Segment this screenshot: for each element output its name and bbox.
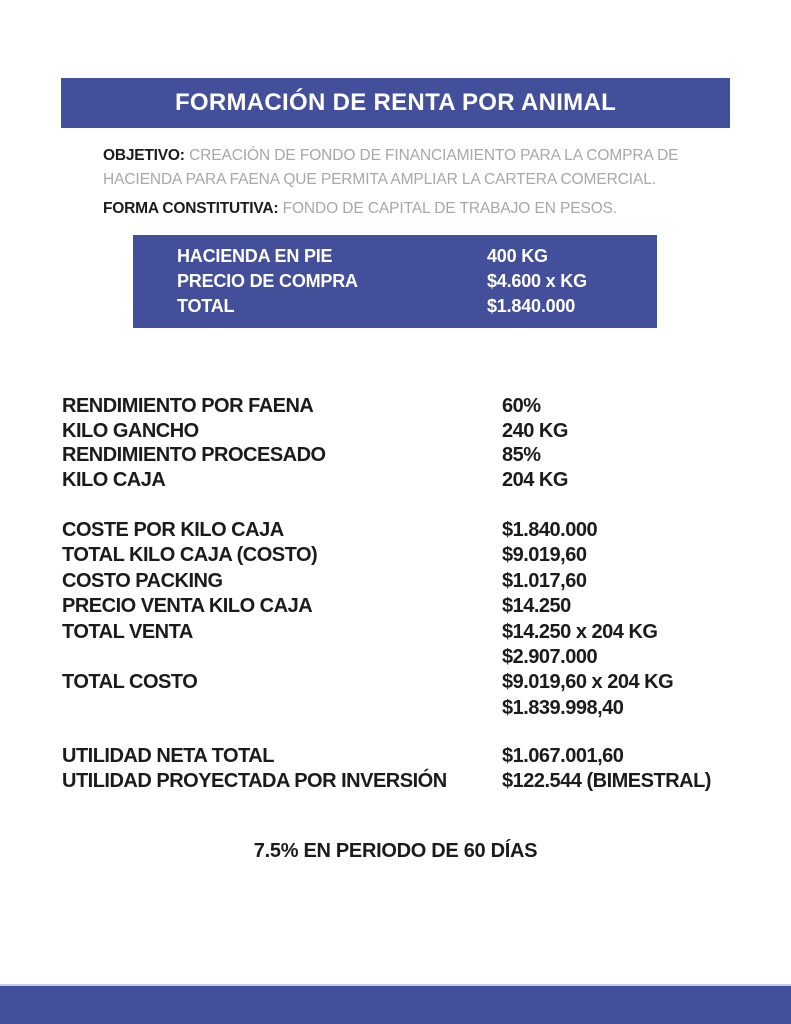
data-row	[62, 443, 762, 468]
summary-row-label: PRECIO DE COMPRA	[177, 271, 358, 291]
row-label: PRECIO VENTA KILO CAJA	[62, 595, 313, 618]
row-label	[62, 645, 502, 670]
row-value: 85%	[502, 444, 541, 467]
row-label: KILO CAJA	[62, 468, 166, 491]
data-row	[62, 620, 762, 645]
summary-row-value: $4.600 x KG	[487, 271, 587, 291]
row-value: $122.544 (BIMESTRAL)	[502, 770, 711, 792]
row-label: TOTAL VENTA	[62, 620, 193, 643]
row-label: UTILIDAD PROYECTADA POR INVERSIÓN	[62, 770, 447, 792]
row-value: $1.840.000	[502, 519, 598, 541]
data-row	[62, 696, 762, 721]
data-row	[62, 594, 762, 619]
footer-note: 7.5% EN PERIODO DE 60 DÍAS	[253, 840, 538, 862]
data-row	[62, 744, 762, 769]
row-label	[62, 696, 502, 721]
footer-bar	[0, 984, 791, 1024]
row-value: 60%	[502, 395, 541, 417]
row-value: $14.250 x 204 KG	[502, 620, 658, 643]
data-row	[62, 419, 762, 444]
forma-constitutiva-text: FONDO DE CAPITAL DE TRABAJO EN PESOS.	[282, 200, 618, 217]
row-label: UTILIDAD NETA TOTAL	[62, 745, 274, 767]
row-value: 204 KG	[502, 468, 568, 491]
row-value: $1.017,60	[502, 569, 587, 592]
row-value: $1.067.001,60	[502, 745, 624, 767]
summary-row-precio	[133, 269, 657, 294]
row-label: RENDIMIENTO POR FAENA	[62, 395, 314, 417]
utility-section	[62, 744, 762, 794]
row-label: COSTE POR KILO CAJA	[62, 519, 284, 541]
objetivo-label: OBJETIVO:	[103, 147, 185, 164]
row-value: $9.019,60	[502, 544, 587, 567]
data-row	[62, 769, 762, 794]
summary-row-label: HACIENDA EN PIE	[177, 246, 333, 266]
forma-paragraph	[103, 197, 695, 221]
objetivo-paragraph	[103, 144, 695, 192]
data-row	[62, 569, 762, 594]
yield-section	[62, 394, 762, 492]
row-value: 240 KG	[502, 419, 568, 442]
objetivo-text: CREACIÓN DE FONDO DE FINANCIAMIENTO PARA LA COMPRA DE HACIENDA PARA FAENA QUE PERMITA AMPLIAR LA CARTERA COMERCIAL.	[103, 147, 679, 188]
data-row	[62, 394, 762, 419]
row-value: $14.250	[502, 595, 571, 618]
data-row	[62, 543, 762, 568]
row-label: TOTAL COSTO	[62, 671, 198, 694]
row-label: TOTAL KILO CAJA (COSTO)	[62, 544, 318, 567]
row-value: $9.019,60 x 204 KG	[502, 671, 674, 694]
data-row	[62, 645, 762, 670]
data-row	[62, 518, 762, 543]
summary-row-total	[133, 294, 657, 319]
title-banner	[61, 78, 730, 128]
data-row	[62, 670, 762, 695]
page-title: FORMACIÓN DE RENTA POR ANIMAL	[174, 89, 617, 116]
summary-row-value: $1.840.000	[487, 296, 576, 316]
intro-block	[103, 144, 695, 221]
summary-row-hacienda	[133, 244, 657, 269]
row-value: $1.839.998,40	[502, 696, 624, 719]
row-label: KILO GANCHO	[62, 419, 199, 442]
cost-sale-section	[62, 518, 762, 721]
forma-constitutiva-label: FORMA CONSTITUTIVA:	[103, 200, 279, 217]
summary-row-value: 400 KG	[487, 246, 548, 266]
data-row	[62, 468, 762, 493]
summary-box	[133, 235, 657, 328]
row-value: $2.907.000	[502, 646, 598, 669]
row-label: RENDIMIENTO PROCESADO	[62, 444, 326, 467]
row-label: COSTO PACKING	[62, 569, 223, 592]
summary-row-label: TOTAL	[177, 296, 235, 316]
